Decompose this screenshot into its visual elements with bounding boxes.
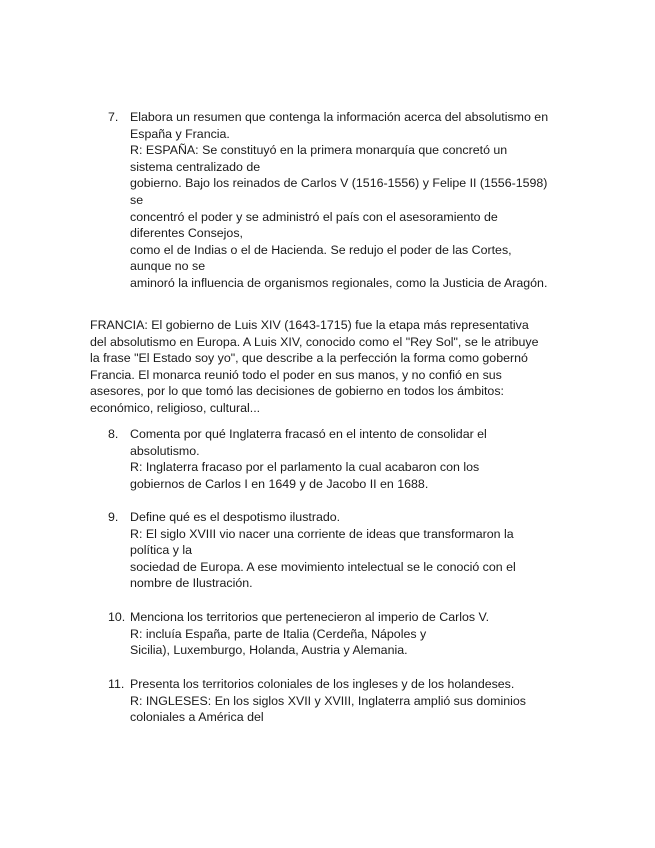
text-line: Comenta por qué Inglaterra fracasó en el intento de consolidar el [130, 427, 487, 441]
list-item-9 [108, 509, 568, 592]
list-number: 11. [108, 677, 125, 691]
list-item-10 [108, 609, 568, 659]
list-item-body [130, 109, 568, 292]
text-line: económico, religioso, cultural... [90, 400, 261, 415]
list-item-body [130, 609, 568, 659]
text-line: la frase "El Estado soy yo", que describe a la perfección la forma como gobernó [90, 351, 528, 366]
text-line: nombre de Ilustración. [130, 576, 253, 591]
list-item-body [130, 426, 568, 492]
text-line: Francia. El monarca reunió todo el poder en sus manos, y no confió en sus [90, 367, 502, 382]
text-line: España y Francia. [130, 126, 230, 141]
text-line: R: Inglaterra fracaso por el parlamento la cual acabaron con los [130, 460, 480, 475]
text-line: absolutismo. [130, 443, 200, 458]
list-item-8 [108, 426, 568, 492]
text-line: Sicilia), Luxemburgo, Holanda, Austria y Alemania. [130, 643, 408, 658]
text-line: Elabora un resumen que contenga la información acerca del absolutismo en [130, 110, 549, 124]
text-line: R: ESPAÑA: Se constituyó en la primera monarquía que concretó un [130, 143, 508, 158]
text-line: gobierno. Bajo los reinados de Carlos V (1516-1556) y Felipe II (1556-1598) [130, 176, 548, 191]
list-number: 10. [108, 610, 126, 624]
text-line: R: El siglo XVIII vio nacer una corriente de ideas que transformaron la [130, 526, 514, 541]
list-number: 9. [108, 510, 119, 524]
text-line: gobiernos de Carlos I en 1649 y de Jacobo II en 1688. [130, 476, 429, 491]
list-item-7 [108, 109, 568, 292]
francia-paragraph [90, 317, 570, 417]
list-item-body [130, 509, 568, 592]
text-line: aunque no se [130, 259, 206, 274]
text-line: como el de Indias o el de Hacienda. Se redujo el poder de las Cortes, [130, 242, 512, 257]
text-line: coloniales a América del [130, 710, 264, 725]
list-number: 8. [108, 427, 119, 441]
text-line: concentró el poder y se administró el país con el asesoramiento de [130, 209, 498, 224]
text-line: R: incluía España, parte de Italia (Cerdeña, Nápoles y [130, 626, 427, 641]
text-line: FRANCIA: El gobierno de Luis XIV (1643-1715) fue la etapa más representativa [90, 318, 529, 332]
list-number: 7. [108, 110, 119, 124]
text-line: R: INGLESES: En los siglos XVII y XVIII, Inglaterra amplió sus dominios [130, 693, 526, 708]
text-line: aminoró la influencia de organismos regionales, como la Justicia de Aragón. [130, 275, 548, 290]
text-line: sistema centralizado de [130, 159, 261, 174]
list-item-11 [108, 676, 568, 726]
text-line: Presenta los territorios coloniales de los ingleses y de los holandeses. [130, 677, 515, 691]
text-line: diferentes Consejos, [130, 226, 243, 241]
list-item-body [130, 676, 568, 726]
text-line: sociedad de Europa. A ese movimiento intelectual se le conoció con el [130, 559, 516, 574]
text-line: del absolutismo en Europa. A Luis XIV, conocido como el "Rey Sol", se le atribuye [90, 334, 539, 349]
text-line: se [130, 192, 144, 207]
text-line: asesores, por lo que tomó las decisiones de gobierno en todos los ámbitos: [90, 384, 504, 399]
text-line: Define qué es el despotismo ilustrado. [130, 510, 341, 524]
text-line: política y la [130, 543, 192, 558]
text-line: Menciona los territorios que pertenecieron al imperio de Carlos V. [130, 610, 490, 624]
